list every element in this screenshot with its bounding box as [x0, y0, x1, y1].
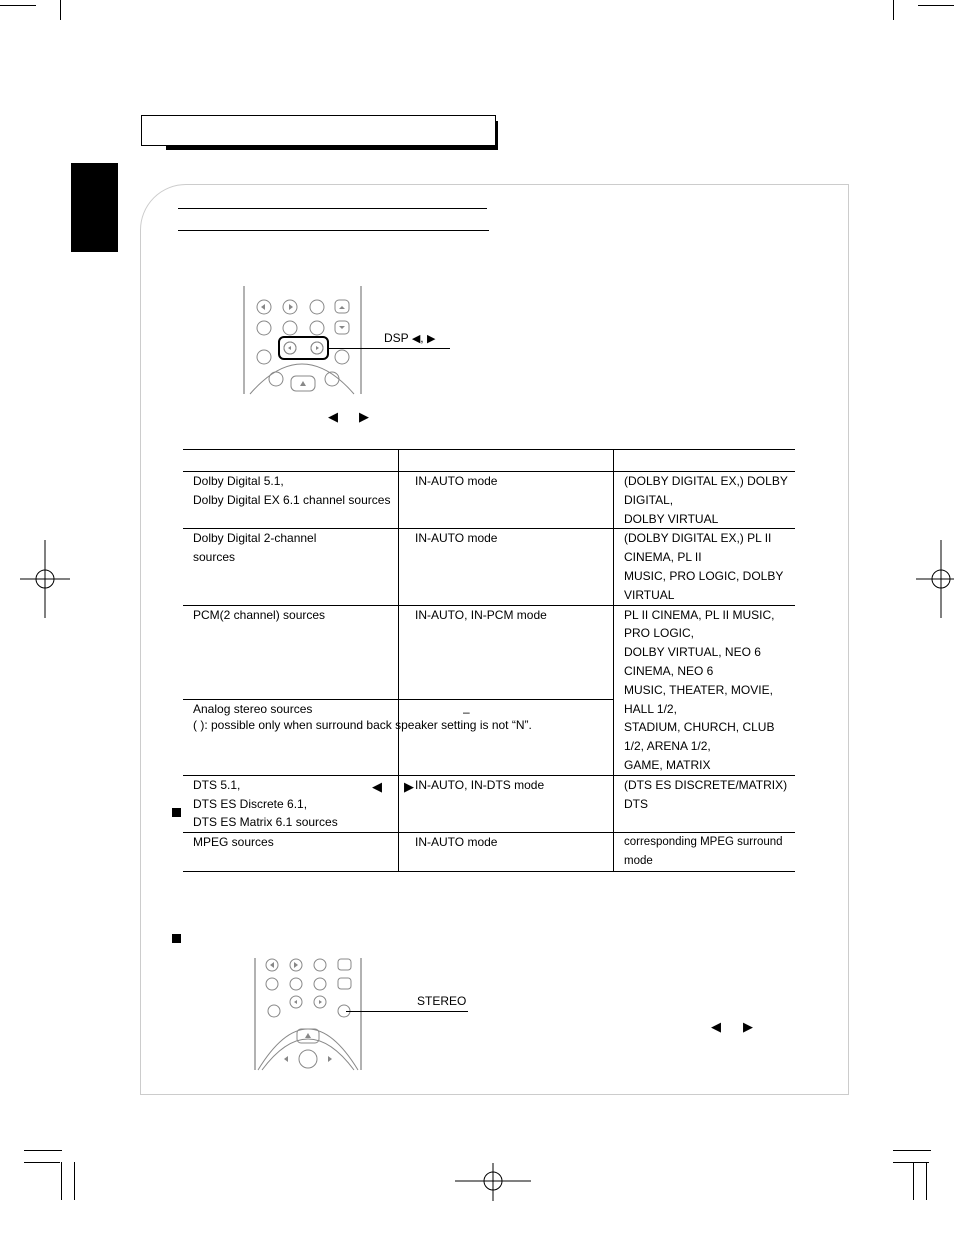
- right-triangle-icon: ▶: [426, 333, 436, 345]
- surround-line: MUSIC, THEATER, MOVIE, HALL 1/2,: [624, 682, 773, 716]
- table-row: [183, 472, 795, 529]
- crop-mark: [60, 0, 61, 20]
- remote-control-illustration-stereo: [252, 958, 364, 1072]
- surround-mode-table: [183, 449, 795, 872]
- mode-cell: IN-AUTO mode: [399, 472, 614, 529]
- surround-line: (DOLBY DIGITAL EX,) PL II CINEMA, PL II: [624, 531, 772, 565]
- crop-mark: [913, 1162, 914, 1200]
- surround-line: DOLBY VIRTUAL: [624, 511, 719, 526]
- source-line: Analog stereo sources: [193, 701, 313, 716]
- crop-mark: [0, 5, 36, 6]
- surround-line: GAME, MATRIX: [624, 757, 711, 772]
- table-row: [183, 605, 795, 699]
- surround-line: (DTS ES DISCRETE/MATRIX): [624, 777, 788, 792]
- table-row: [183, 775, 795, 832]
- crop-mark: [918, 5, 954, 6]
- source-line: DTS 5.1,: [193, 777, 241, 792]
- registration-mark-left: [20, 540, 70, 620]
- left-triangle-icon: ◀: [328, 409, 338, 424]
- right-triangle-icon: ▶: [359, 409, 369, 424]
- heading-rule-bottom: [178, 230, 489, 231]
- header-cell-surround: [614, 450, 796, 472]
- table-row: [183, 529, 795, 605]
- crop-mark: [24, 1150, 62, 1151]
- source-line: DTS ES Matrix 6.1 sources: [193, 815, 338, 830]
- crop-mark: [74, 1162, 75, 1200]
- surround-line: MUSIC, PRO LOGIC, DOLBY VIRTUAL: [624, 568, 784, 602]
- left-triangle-icon: ◀: [711, 1019, 721, 1034]
- source-line: DTS ES Discrete 6.1,: [193, 796, 308, 811]
- bullet-square-icon: [172, 934, 181, 943]
- bullet-square-icon: [172, 808, 181, 817]
- table-row: [183, 833, 795, 872]
- crop-mark: [893, 1162, 929, 1163]
- stereo-label: STEREO: [417, 994, 467, 1008]
- source-line: Dolby Digital EX 6.1 channel sources: [193, 492, 391, 507]
- section-title-box: [141, 115, 496, 146]
- surround-cell: corresponding MPEG surround mode: [614, 833, 796, 872]
- surround-line: PL II CINEMA, PL II MUSIC, PRO LOGIC,: [624, 607, 775, 641]
- surround-line: DTS: [624, 796, 648, 811]
- crop-mark: [893, 0, 894, 20]
- source-line: Dolby Digital 2-channel: [193, 531, 317, 546]
- source-cell: MPEG sources: [183, 833, 399, 872]
- side-language-tab: [71, 163, 118, 252]
- mode-cell: –: [399, 699, 614, 775]
- left-triangle-icon: ◀: [411, 333, 421, 345]
- table-note: ( ): possible only when surround back speaker setting is not “N”.: [193, 718, 532, 732]
- header-cell-mode: [399, 450, 614, 472]
- remote-control-illustration: [240, 286, 365, 398]
- dsp-label: [384, 329, 435, 348]
- dsp-separator: ,: [420, 331, 424, 345]
- dsp-label-text: DSP: [384, 331, 409, 345]
- right-triangle-icon: ▶: [743, 1019, 753, 1034]
- source-line: Dolby Digital 5.1,: [193, 474, 284, 488]
- registration-mark-right: [916, 540, 954, 620]
- header-cell-source: [183, 450, 399, 472]
- source-line: sources: [193, 550, 236, 565]
- crop-mark: [61, 1162, 62, 1200]
- mode-cell: IN-AUTO, IN-DTS mode: [399, 775, 614, 832]
- heading-rule-top: [178, 208, 487, 209]
- source-line: PCM(2 channel) sources: [193, 607, 326, 622]
- mode-cell: IN-AUTO mode: [399, 529, 614, 605]
- stereo-pointer-line: [346, 1011, 468, 1012]
- mode-cell: IN-AUTO, IN-PCM mode: [399, 605, 614, 699]
- surround-line: (DOLBY DIGITAL EX,) DOLBY DIGITAL,: [624, 474, 788, 507]
- crop-mark: [893, 1150, 931, 1151]
- dsp-pointer-line: [329, 348, 450, 349]
- mode-cell: IN-AUTO mode: [399, 833, 614, 872]
- crop-mark: [926, 1162, 927, 1200]
- table-header-row: [183, 450, 795, 472]
- surround-line: DOLBY VIRTUAL, NEO 6 CINEMA, NEO 6: [624, 645, 761, 678]
- crop-mark: [24, 1162, 60, 1163]
- surround-line: STADIUM, CHURCH, CLUB 1/2, ARENA 1/2,: [624, 720, 775, 754]
- left-triangle-icon: ◀: [372, 779, 382, 794]
- right-triangle-icon: ▶: [404, 779, 414, 794]
- registration-mark-bottom: [455, 1163, 531, 1201]
